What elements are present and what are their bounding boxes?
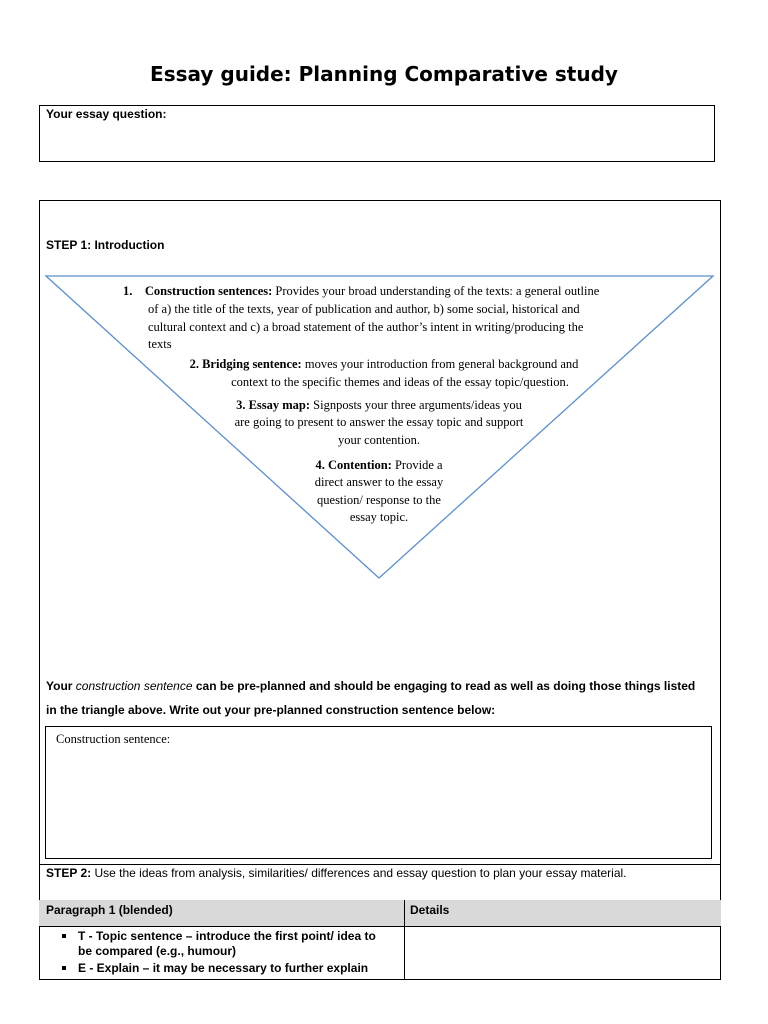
triangle-item-4 (0, 456, 758, 474)
step1-heading: STEP 1: Introduction (46, 238, 165, 252)
construction-instructions-line-2: in the triangle above. Write out your pre-planned construction sentence below: (46, 703, 496, 717)
triangle-item-3-line-3: your contention. (338, 433, 420, 447)
list-item: E - Explain – it may be necessary to further explain (62, 961, 392, 976)
paragraph-bullets (62, 929, 392, 978)
table-header-row (39, 900, 721, 927)
triangle-item-3 (0, 396, 758, 414)
table-column-divider (404, 900, 405, 980)
header-paragraph-1: Paragraph 1 (blended) (46, 903, 173, 917)
triangle-item-1-line-2: of a) the title of the texts, year of publication and author, b) some social, historical and (148, 302, 580, 316)
item2-line: moves your introduction from general background and (304, 357, 579, 371)
item3-term: 3. Essay map: (236, 398, 311, 412)
bullet-icon (62, 966, 66, 970)
triangle-item-4-line-4: essay topic. (349, 510, 409, 524)
triangle-item-1-line-3: cultural context and c) a broad statement of the author’s intent in writing/producing the (148, 320, 584, 334)
essay-question-label: Your essay question: (46, 107, 167, 121)
triangle-item-1 (123, 282, 599, 300)
triangle-item-2 (0, 355, 768, 373)
list-item: T - Topic sentence – introduce the first point/ idea to be compared (e.g., humour) (62, 929, 392, 959)
triangle-item-4-line-3: question/ response to the (317, 493, 441, 507)
item4-term: 4. Contention: (315, 458, 392, 472)
item3-line: Signposts your three arguments/ideas you (313, 398, 522, 412)
triangle-item-4-line-2: direct answer to the essay (314, 475, 444, 489)
item1-number: 1. (123, 284, 133, 298)
construction-sentence-box[interactable] (45, 726, 712, 859)
item1-term: Construction sentences: (144, 284, 273, 298)
construction-sentence-emphasis: construction sentence (75, 679, 193, 693)
bullet-icon (62, 934, 66, 938)
item1-line: Provides your broad understanding of the texts: a general outline (275, 284, 600, 298)
page-title: Essay guide: Planning Comparative study (150, 62, 618, 86)
construction-sentence-label: Construction sentence: (56, 732, 171, 746)
construction-instructions-line-1: Your construction sentence can be pre-planned and should be engaging to read as well as doing those things listed (46, 679, 696, 693)
step2-label: STEP 2: (46, 866, 92, 880)
triangle-item-2-line-2: context to the specific themes and ideas of the essay topic/question. (231, 375, 569, 389)
triangle-item-3-line-2: are going to present to answer the essay topic and support (234, 415, 524, 429)
step2-instruction: STEP 2: Use the ideas from analysis, similarities/ differences and essay question to plan your essay material. (46, 866, 627, 880)
item4-line: Provide a (394, 458, 443, 472)
header-details: Details (410, 903, 450, 917)
triangle-item-1-line-4: texts (148, 337, 172, 351)
item2-term: 2. Bridging sentence: (189, 357, 302, 371)
